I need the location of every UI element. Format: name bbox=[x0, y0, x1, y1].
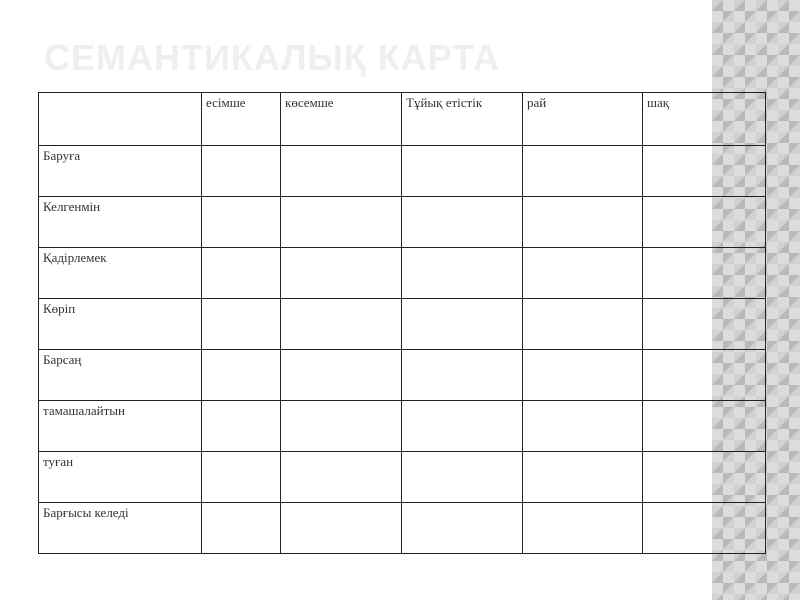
table-cell bbox=[523, 452, 643, 503]
header-kosemshe: көсемше bbox=[281, 93, 402, 146]
row-label: Келгенмін bbox=[39, 197, 202, 248]
table-row bbox=[39, 401, 766, 452]
table-row bbox=[39, 350, 766, 401]
table-cell bbox=[202, 197, 281, 248]
table-cell bbox=[523, 299, 643, 350]
table-cell bbox=[402, 452, 523, 503]
table-cell bbox=[643, 503, 766, 554]
table-cell bbox=[643, 299, 766, 350]
table-cell bbox=[202, 350, 281, 401]
table-cell bbox=[523, 350, 643, 401]
table-cell bbox=[202, 503, 281, 554]
table-cell bbox=[402, 248, 523, 299]
row-label: Қадірлемек bbox=[39, 248, 202, 299]
table-cell bbox=[643, 146, 766, 197]
header-infinitive: Тұйық етістік bbox=[402, 93, 523, 146]
table-cell bbox=[643, 401, 766, 452]
table-cell bbox=[202, 146, 281, 197]
table-cell bbox=[402, 299, 523, 350]
table-header-row bbox=[39, 93, 766, 146]
table-row bbox=[39, 146, 766, 197]
table-cell bbox=[281, 503, 402, 554]
table-cell bbox=[202, 452, 281, 503]
table-cell bbox=[643, 197, 766, 248]
table-row bbox=[39, 299, 766, 350]
table-cell bbox=[202, 248, 281, 299]
table-cell bbox=[202, 401, 281, 452]
header-corner-cell bbox=[39, 93, 202, 146]
slide-title: СЕМАНТИКАЛЫҚ КАРТА bbox=[44, 37, 500, 78]
table-cell bbox=[523, 146, 643, 197]
table-cell bbox=[402, 197, 523, 248]
table-cell bbox=[402, 350, 523, 401]
table-cell bbox=[202, 299, 281, 350]
row-label: туған bbox=[39, 452, 202, 503]
row-label: Баруға bbox=[39, 146, 202, 197]
table-cell bbox=[281, 299, 402, 350]
table-row bbox=[39, 197, 766, 248]
table-cell bbox=[402, 146, 523, 197]
header-rai: рай bbox=[523, 93, 643, 146]
table-cell bbox=[523, 197, 643, 248]
table-row bbox=[39, 248, 766, 299]
table-cell bbox=[643, 248, 766, 299]
table-cell bbox=[281, 452, 402, 503]
row-label: Барсаң bbox=[39, 350, 202, 401]
table-cell bbox=[523, 401, 643, 452]
table-row bbox=[39, 503, 766, 554]
semantic-map-table bbox=[38, 92, 766, 554]
table-cell bbox=[281, 401, 402, 452]
table-cell bbox=[643, 350, 766, 401]
table-cell bbox=[281, 197, 402, 248]
table-cell bbox=[402, 401, 523, 452]
table-cell bbox=[523, 248, 643, 299]
table-cell bbox=[402, 503, 523, 554]
row-label: тамашалайтын bbox=[39, 401, 202, 452]
table-cell bbox=[281, 146, 402, 197]
table-row bbox=[39, 452, 766, 503]
header-esimshe: есімше bbox=[202, 93, 281, 146]
row-label: Барғысы келеді bbox=[39, 503, 202, 554]
table-cell bbox=[281, 248, 402, 299]
table-cell bbox=[281, 350, 402, 401]
header-shaq: шақ bbox=[643, 93, 766, 146]
table-cell bbox=[643, 452, 766, 503]
table-cell bbox=[523, 503, 643, 554]
row-label: Көріп bbox=[39, 299, 202, 350]
